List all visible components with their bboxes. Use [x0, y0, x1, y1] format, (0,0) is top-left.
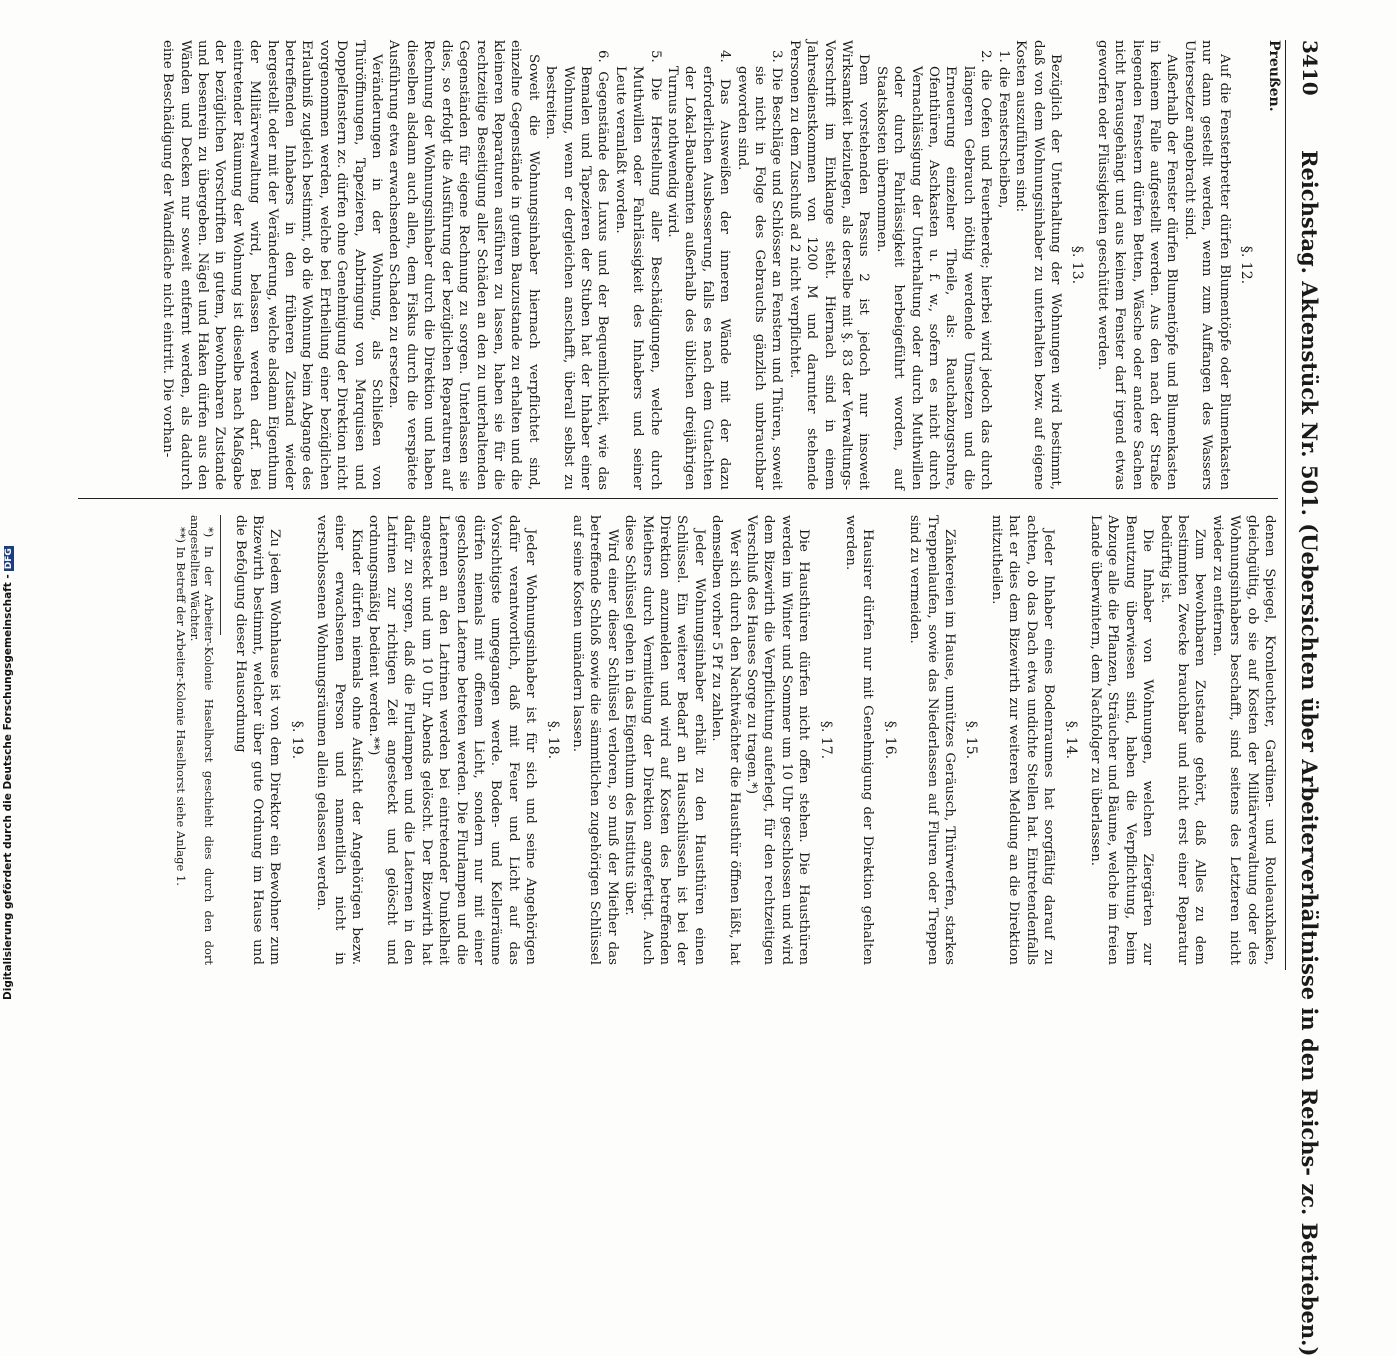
right-column: [174, 515, 1278, 965]
section-label: Preußen.: [1266, 40, 1282, 112]
list-item: 6. Gegenstände des Luxus und der Bequemlichkeit, wie das Bemalen und Tapezieren der Stuben hat der Inhaber einer Wohnung, wenn er dergleichen anschafft, überall selbst zu bestreiten.: [543, 50, 611, 490]
credit-text: Digitalisierung gefördert durch die Deutsche Forschungsgemeinschaft -: [2, 574, 14, 1000]
list-item: 4. Das Ausweißen der inneren Wände mit der dazu erforderlichen Ausbesserung, falls es nach dem Gutachten der Lokal-Baubeamten außerhalb des üblichen dreijährigen Turnus nothwendig wird.: [665, 50, 733, 490]
section-heading: §. 15.: [963, 720, 980, 760]
list-item: 5. Die Herstellung aller Beschädigungen, welche durch Muthwillen oder Fahrlässigkeit des Inhabers und seiner Leute veranlaßt worden.: [612, 50, 663, 490]
section-heading: §. 19.: [288, 720, 305, 760]
paragraph: Veränderungen in der Wohnung, als Schließen von Thüröffnungen, Tapezieren, Anbringung von Marquisen und Doppelfenstern zc. dürfen ohne Genehmigung der Direktion nicht vorgenommen werden, welche bei Ertheilung einer bezüglichen Erlaubniß zugleich bestimmt, ob die Wohnung beim Abgange des betreffenden Inhabers in den früheren Zustand wieder hergestellt oder mit der Veränderung, welche alsdann Eigenthum der Militärverwaltung wird, belassen werden darf. Bei eintretender Räumung der Wohnung ist dieselbe nach Maßgabe der bezüglichen Vorschriften in gutem, bewohnbaren Zustande und besenrein zu übergeben. Nägel und Haken dürfen aus den Wänden und Decken nur soweit entfernt werden, als dadurch eine Beschädigung der Wandfläche nicht eintritt. Die vorhan-: [160, 40, 385, 490]
page-title: Reichstag. Aktenstück Nr. 501. (Uebersichten über Arbeiterverhältnisse in den Reichs- zc. Betrieben.): [1297, 150, 1322, 1356]
section-heading: §. 12.: [1238, 245, 1254, 285]
paragraph: Wird einer dieser Schlüssel verloren, so muß der Miether das betreffende Schloß sowie die sämmtlichen zugehörigen Schlüssel auf seine Kosten umändern lassen.: [569, 515, 620, 965]
section-heading: §. 14.: [1062, 720, 1079, 760]
paragraph: Die Inhaber von Wohnungen, welchen Ziergärten zur Benutzung überwiesen sind, haben die Verpflichtung, beim Abzuge alle die Pflanzen, Sträucher und Bäume, welche im freien Lande überwintern, dem Nachfolger zu überlassen.: [1087, 515, 1156, 965]
paragraph: Kinder dürfen niemals ohne Aufsicht der Angehörigen bezw. einer erwachsenen Person und namentlich nicht in verschlossenen Wohnungsräumen allein gelassen werden.: [314, 515, 365, 965]
list-item: 2. die Oefen und Feuerheerde; hierbei wird jedoch das durch längeren Gebrauch nöthig werdende Umsetzen und die Erneuerung einzelner Theile, als: Rauchabzugsrohre, Ofenthüren, Aschkasten u. f. w., sofern es nicht durch Vernachlässigung der Unterhaltung oder durch Muthwillen oder durch Fahrlässigkeit herbeigeführt worden, auf Staatskosten übernommen.: [873, 50, 994, 490]
paragraph: Zum bewohnbaren Zustande gehört, daß Alles zu dem bestimmten Zwecke brauchbar und nicht erst einer Reparatur bedürftig ist.: [1157, 515, 1208, 965]
paragraph: Jeder Inhaber eines Bodenraumes hat sorgfältig darauf zu achten, ob das Dach etwa undichte Stellen hat. Eintretendenfalls hat er dies dem Bizewirth zur weiteren Meldung an die Direktion mitzutheilen.: [988, 515, 1057, 965]
paragraph: Wer sich durch den Nachtwächter die Hausthür öffnen läßt, hat demselben vorher 5 Pf zu zahlen.: [709, 515, 742, 965]
list-item: 3. Die Beschläge und Schlösser an Fenstern und Thüren, soweit sie nicht in Folge des Gebrauchs gänzlich unbrauchbar geworden sind.: [734, 50, 785, 490]
paragraph: Zu jedem Wohnhause ist von dem Direktor ein Bewohner zum Bizewirth bestimmt, welcher über gute Ordnung im Hause und die Befolgung dieser Hausordnung: [232, 515, 283, 965]
paragraph: Auf die Fensterbretter dürfen Blumentöpfe oder Blumenkasten nur dann gestellt werden, wenn zum Auffangen des Wassers Untersetzer angebracht sind.: [1181, 40, 1232, 490]
section-heading: §. 18.: [544, 720, 561, 760]
paragraph: Jeder Wohnungsinhaber ist für sich und seine Angehörigen dafür verantwortlich, daß mit Feuer und Licht auf das Vorsichtigste umgegangen werde. Boden- und Kellerräume dürfen niemals mit offenem Licht, sondern nur mit einer geschlossenen Laterne betreten werden. Die Flurlampen und die Laternen an den Latrinen werden bei eintretender Dunkelheit angesteckt und um 10 Uhr Abends gelöscht. Der Bizewirth hat dafür zu sorgen, daß die Flurlampen und die Laternen in den Latrinen zur richtigen Zeit angesteckt und gelöscht und ordnungsmäßig bedient werden.**): [366, 515, 539, 965]
paragraph: Die Hausthüren dürfen nicht offen stehen. Die Hausthüren werden im Winter und Sommer um 10 Uhr geschlossen und wird dem Bizewirth die Verpflichtung auferlegt, für den rechtzeitigen Verschluß des Hauses Sorge zu tragen.*): [744, 515, 812, 965]
list-item: 1. die Fensterscheiben,: [995, 50, 1011, 209]
left-column: [159, 40, 1262, 490]
paragraph: Bezüglich der Unterhaltung der Wohnungen wird bestimmt, daß von dem Wohnungsinhaber zu unterhalten bezw. auf eigene Kosten auszuführen sind:: [1013, 40, 1063, 490]
document-page: [30, 0, 1330, 1356]
header-rule: [1285, 40, 1286, 970]
paragraph: Dem vorstehenden Passus 2 ist jedoch nur insoweit Wirksamkeit beizulegen, als derselbe mit §. 83 der Verwaltungs-Vorschrift im Einklange steht. Hiernach sind in einem Jahresdienstkommen von 1200 M und darunter stehende Personen zu dem Zuschuß ad 2 nicht verpflichtet.: [786, 40, 872, 490]
paragraph: Außerhalb der Fenster dürfen Blumentöpfe und Blumenkasten in keinem Falle aufgestellt werden. Aus den nach der Straße liegenden Fenstern dürfen Betten, Wäsche oder andere Sachen nicht herausgehängt und aus keinem Fenster darf irgend etwas geworfen oder Flüssigkeiten geschüttet werden.: [1094, 40, 1180, 490]
paragraph: Zänkereien im Hause, unnützes Geräusch, Thürwerfen, starkes Treppenlaufen, sowie das Niederlassen auf Fluren oder Treppen sind zu vermeiden.: [907, 515, 958, 965]
page-header: [1288, 40, 1322, 1356]
column-divider: [78, 498, 1278, 499]
paragraph: Jeder Wohnungsinhaber erhält zu den Hausthüren einen Schlüssel. Ein weiterer Bedarf an Hausschlüsseln ist bei der Direktion anzumelden und wird auf Kosten des betreffenden Miethers durch Vermittelung der Direktion angefertigt. Auch diese Schlüssel gehen in das Eigenthum des Instituts über.: [622, 515, 707, 965]
section-heading: §. 16.: [881, 720, 898, 760]
footnote-rule: [220, 515, 221, 635]
footnote: *) In der Arbeiter-Kolonie Haselhorst geschieht dies durch den dort angestellten Wächter.: [188, 515, 217, 965]
paragraph: denen Spiegel, Kronleuchter, Gardinen- und Rouleauxhaken, gleichgültig, ob sie auf Kosten der Militärverwaltung oder des Wohnungsinhabers beschafft, sind seitens des Letzteren nicht wieder zu entfernen.: [1209, 515, 1277, 965]
page-number: 3410: [1298, 40, 1322, 96]
dfg-logo: DFG: [4, 548, 14, 570]
digitization-credit: [2, 548, 18, 1000]
section-heading: §. 17.: [817, 720, 834, 760]
section-heading: §. 13.: [1069, 245, 1086, 285]
footnote: **) In Betreff der Arbeiter-Kolonie Haselhorst siehe Anlage 1.: [174, 527, 189, 886]
paragraph: Soweit die Wohnungsinhaber hiernach verpflichtet sind, einzelne Gegenstände in gutem Bauzustande zu erhalten und die kleineren Reparaturen ausführen zu lassen, haben sie für die rechtzeitige Beseitigung aller Schäden an den zu unterhaltenden Gegenständen für eigene Rechnung zu sorgen. Unterlassen sie dies, so erfolgt die Ausführung der bezüglichen Reparaturen auf Rechnung der Wohnungsinhaber durch die Direktion und haben dieselben alsdann auch allen, dem Fiskus durch die verspätete Ausführung etwa erwachsenden Schaden zu ersetzen.: [386, 40, 541, 490]
paragraph: Hausirer dürfen nur mit Genehmigung der Direktion gehalten werden.: [843, 515, 876, 965]
